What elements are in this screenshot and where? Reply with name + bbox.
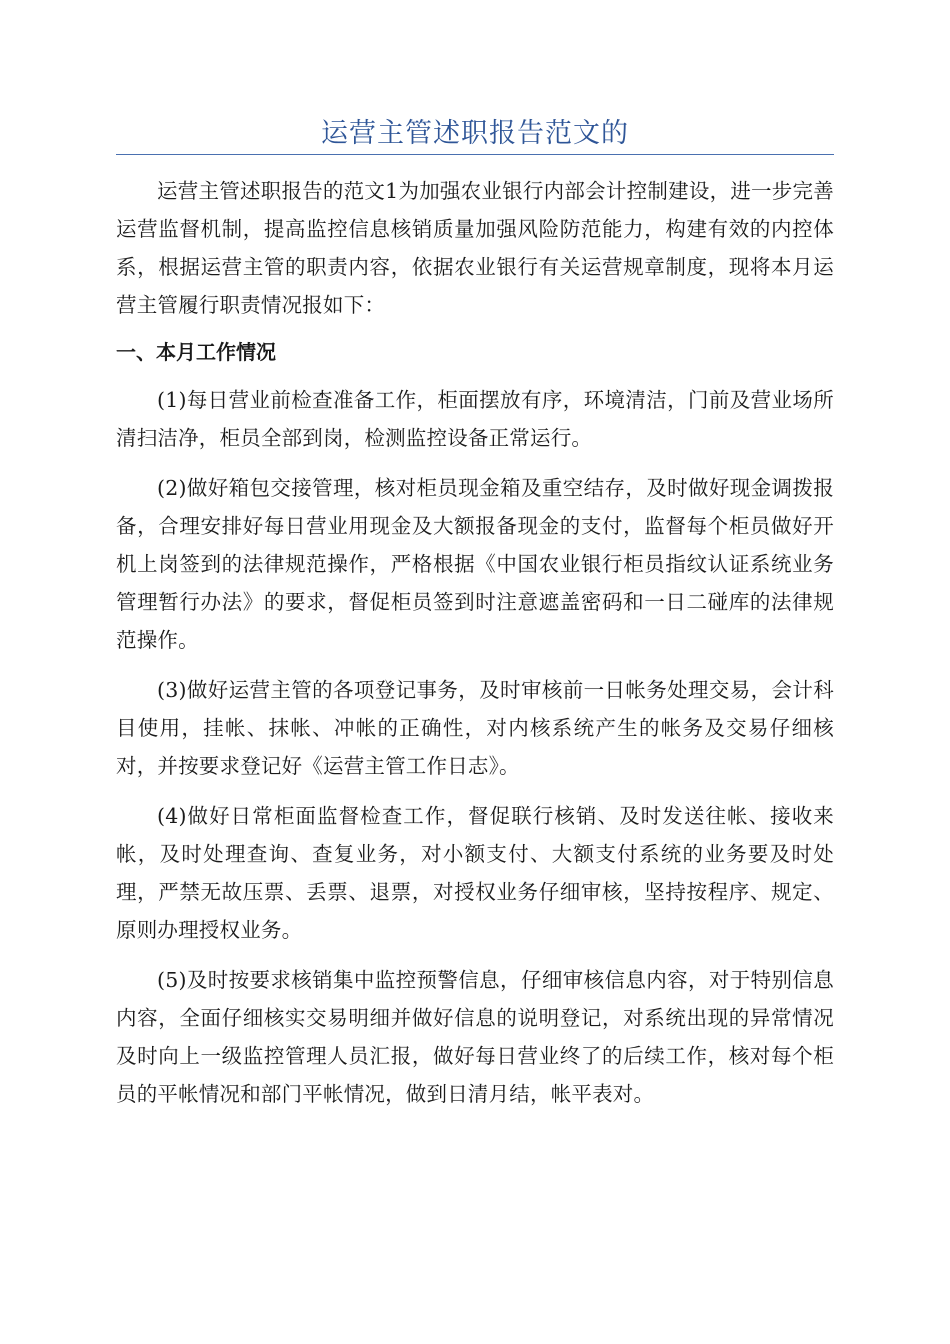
title-underline — [116, 154, 834, 155]
item-paragraph-2: (2)做好箱包交接管理，核对柜员现金箱及重空结存，及时做好现金调拨报备，合理安排好每日营业用现金及大额报备现金的支付，监督每个柜员做好开机上岗签到的法律规范操作，严格根据《中国农业银行柜员指纹认证系统业务管理暂行办法》的要求，督促柜员签到时注意遮盖密码和一日二碰库的法律规范操作。 — [116, 476, 834, 652]
spacer — [116, 949, 834, 961]
spacer — [116, 324, 834, 333]
section-heading: 一、本月工作情况 — [116, 340, 276, 364]
document-title: 运营主管述职报告范文的 — [321, 118, 629, 149]
spacer — [116, 371, 834, 381]
item-paragraph-1: (1)每日营业前检查准备工作，柜面摆放有序，环境清洁，门前及营业场所清扫洁净，柜员全部到岗，检测监控设备正常运行。 — [116, 388, 834, 450]
item-paragraph-3: (3)做好运营主管的各项登记事务，及时审核前一日帐务处理交易，会计科目使用，挂帐、抹帐、冲帐的正确性，对内核系统产生的帐务及交易仔细核对，并按要求登记好《运营主管工作日志》。 — [116, 678, 834, 778]
item-paragraph-5: (5)及时按要求核销集中监控预警信息，仔细审核信息内容，对于特别信息内容，全面仔细核实交易明细并做好信息的说明登记，对系统出现的异常情况及时向上一级监控管理人员汇报，做好每日营业终了的后续工作，核对每个柜员的平帐情况和部门平帐情况，做到日清月结，帐平表对。 — [116, 968, 834, 1106]
item-paragraph-4: (4)做好日常柜面监督检查工作，督促联行核销、及时发送往帐、接收来帐，及时处理查询、查复业务，对小额支付、大额支付系统的业务要及时处理，严禁无故压票、丢票、退票，对授权业务仔细审核，坚持按程序、规定、原则办理授权业务。 — [116, 804, 834, 942]
spacer — [116, 659, 834, 671]
intro-paragraph: 运营主管述职报告的范文1为加强农业银行内部会计控制建设，进一步完善运营监督机制，提高监控信息核销质量加强风险防范能力，构建有效的内控体系，根据运营主管的职责内容，依据农业银行有关运营规章制度，现将本月运营主管履行职责情况报如下： — [116, 179, 834, 317]
spacer — [116, 785, 834, 797]
document-body — [116, 172, 834, 1113]
spacer — [116, 457, 834, 469]
